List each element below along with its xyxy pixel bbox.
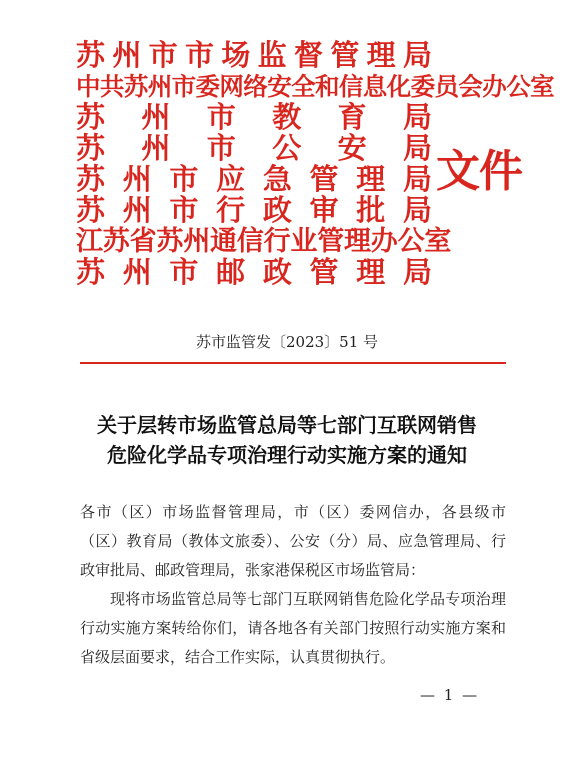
issuer-market-supervision: 苏州市市场监督管理局 xyxy=(76,38,432,72)
title-line-1: 关于层转市场监管总局等七部门互联网销售 xyxy=(97,413,477,437)
document-title xyxy=(0,410,574,470)
issuer-postal: 苏州市邮政管理局 xyxy=(76,255,432,289)
red-divider xyxy=(80,362,506,364)
issuer-public-security: 苏州市公安局 xyxy=(76,131,432,165)
issuer-education: 苏州市教育局 xyxy=(76,100,432,134)
issuer-emergency-management: 苏州市应急管理局 xyxy=(76,162,432,196)
document-suffix: 文件 xyxy=(436,146,522,197)
title-line-2: 危险化学品专项治理行动实施方案的通知 xyxy=(107,443,467,467)
body-paragraph: 现将市场监管总局等七部门互联网销售危险化学品专项治理行动实施方案转给你们，请各地各有关部门按照行动实施方案和省级层面要求，结合工作实际，认真贯彻执行。 xyxy=(80,590,506,666)
page-number: — 1 — xyxy=(420,686,480,704)
recipients: 各市（区）市场监督管理局，市（区）委网信办，各县级市（区）教育局（教体文旅委）、公安（分）局、应急管理局、行政审批局、邮政管理局，张家港保税区市场监管局： xyxy=(80,503,506,579)
document-body xyxy=(80,498,506,672)
issuer-administrative-approval: 苏州市行政审批局 xyxy=(76,193,432,227)
issuer-cyberspace-office: 中共苏州市委网络安全和信息化委员会办公室 xyxy=(76,72,554,101)
issuer-telecom-office: 江苏省苏州通信行业管理办公室 xyxy=(76,226,452,257)
document-number: 苏市监管发〔2023〕51 号 xyxy=(195,333,379,351)
